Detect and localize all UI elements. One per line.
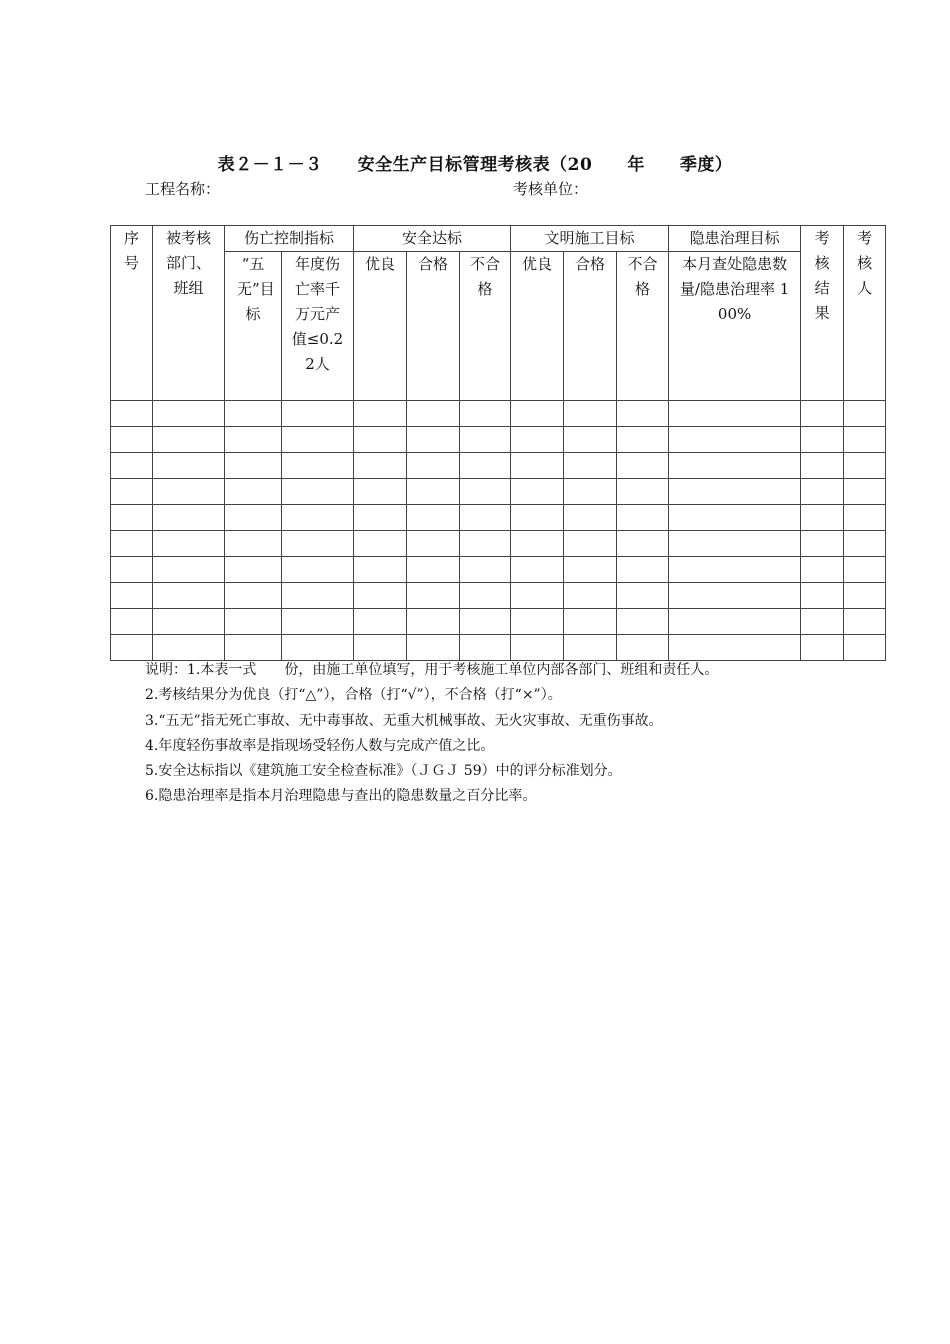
table-cell[interactable] [801,609,844,635]
table-cell[interactable] [111,635,153,661]
table-cell[interactable] [511,583,564,609]
table-row [111,479,886,505]
table-cell[interactable] [354,609,407,635]
table-cell[interactable] [153,583,225,609]
table-cell[interactable] [354,479,407,505]
table-cell[interactable] [669,479,801,505]
table-cell[interactable] [460,453,511,479]
table-cell[interactable] [564,609,617,635]
table-cell[interactable] [354,401,407,427]
table-cell[interactable] [225,453,282,479]
table-cell[interactable] [282,609,354,635]
table-cell[interactable] [460,635,511,661]
table-row [111,557,886,583]
header-dept: 被考核部门、班组 [153,226,225,401]
table-cell[interactable] [111,557,153,583]
table-cell[interactable] [282,557,354,583]
table-cell[interactable] [669,453,801,479]
header-civil-group: 文明施工目标 [511,226,669,252]
header-injury-rate: 年度伤亡率千万元产值≤0.22人 [282,252,354,401]
table-cell[interactable] [407,557,460,583]
table-cell[interactable] [282,479,354,505]
table-cell[interactable] [564,479,617,505]
table-cell[interactable] [354,427,407,453]
table-cell[interactable] [111,479,153,505]
table-cell[interactable] [111,427,153,453]
table-cell[interactable] [511,401,564,427]
table-cell[interactable] [407,531,460,557]
table-cell[interactable] [111,401,153,427]
table-cell[interactable] [282,635,354,661]
table-cell[interactable] [801,583,844,609]
header-civil-good: 优良 [511,252,564,401]
table-cell[interactable] [511,557,564,583]
table-cell[interactable] [564,401,617,427]
table-cell[interactable] [564,557,617,583]
note-line: 6.隐患治理率是指本月治理隐患与查出的隐患数量之百分比率。 [145,788,537,805]
header-safety-good: 优良 [354,252,407,401]
note-line: 说明：1.本表一式 份，由施工单位填写，用于考核施工单位内部各部门、班组和责任人。 [145,662,719,678]
table-cell[interactable] [407,583,460,609]
table-cell[interactable] [354,531,407,557]
table-cell[interactable] [617,635,669,661]
table-cell[interactable] [153,505,225,531]
table-cell[interactable] [564,453,617,479]
table-cell[interactable] [225,505,282,531]
table-cell[interactable] [801,557,844,583]
table-cell[interactable] [511,635,564,661]
table-cell[interactable] [354,635,407,661]
table-cell[interactable] [844,505,886,531]
table-cell[interactable] [153,609,225,635]
table-cell[interactable] [407,427,460,453]
table-cell[interactable] [511,531,564,557]
table-cell[interactable] [153,401,225,427]
table-cell[interactable] [354,583,407,609]
header-assessor: 考核人 [844,226,886,401]
table-cell[interactable] [282,531,354,557]
table-cell[interactable] [511,609,564,635]
table-cell[interactable] [564,427,617,453]
table-cell[interactable] [844,453,886,479]
assessment-table [110,225,886,661]
table-cell[interactable] [511,505,564,531]
table-row [111,635,886,661]
table-cell[interactable] [460,401,511,427]
table-cell[interactable] [407,635,460,661]
table-cell[interactable] [460,531,511,557]
table-cell[interactable] [225,583,282,609]
table-cell[interactable] [354,557,407,583]
table-cell[interactable] [225,401,282,427]
table-cell[interactable] [844,401,886,427]
table-cell[interactable] [844,557,886,583]
table-cell[interactable] [111,609,153,635]
table-cell[interactable] [282,583,354,609]
note-line: 4.年度轻伤事故率是指现场受轻伤人数与完成产值之比。 [145,737,495,754]
header-row-2 [111,252,886,401]
table-cell[interactable] [669,531,801,557]
table-cell[interactable] [225,479,282,505]
table-cell[interactable] [801,427,844,453]
table-cell[interactable] [225,427,282,453]
table-cell[interactable] [282,427,354,453]
table-cell[interactable] [153,531,225,557]
table-cell[interactable] [511,427,564,453]
notes-section [145,658,718,810]
table-cell[interactable] [282,401,354,427]
table-cell[interactable] [669,609,801,635]
table-cell[interactable] [564,505,617,531]
document-title: 表２－１－３ 安全生产目标管理考核表（20 年 季度） [217,155,733,175]
table-cell[interactable] [617,427,669,453]
table-cell[interactable] [669,583,801,609]
table-cell[interactable] [153,453,225,479]
table-cell[interactable] [407,505,460,531]
table-row [111,401,886,427]
header-result: 考核结果 [801,226,844,401]
table-cell[interactable] [844,635,886,661]
table-cell[interactable] [354,453,407,479]
note-line: 3.“五无”指无死亡事故、无中毒事故、无重大机械事故、无火灾事故、无重伤事故。 [145,712,663,729]
table-cell[interactable] [617,505,669,531]
table-cell[interactable] [844,479,886,505]
table-cell[interactable] [844,531,886,557]
table-cell[interactable] [617,609,669,635]
table-cell[interactable] [669,505,801,531]
table-cell[interactable] [801,505,844,531]
table-cell[interactable] [511,453,564,479]
table-cell[interactable] [564,583,617,609]
table-cell[interactable] [801,531,844,557]
table-cell[interactable] [669,401,801,427]
table-cell[interactable] [407,479,460,505]
header-safety-fail: 不合格 [460,252,511,401]
table-cell[interactable] [153,479,225,505]
table-cell[interactable] [844,427,886,453]
table-cell[interactable] [225,635,282,661]
table-cell[interactable] [111,453,153,479]
table-cell[interactable] [460,505,511,531]
table-cell[interactable] [617,401,669,427]
header-row-1 [111,226,886,252]
header-casualty-group: 伤亡控制指标 [225,226,354,252]
table-cell[interactable] [669,427,801,453]
header-hazard-desc: 本月查处隐患数量/隐患治理率 100% [669,252,801,401]
table-cell[interactable] [460,427,511,453]
note-line: 5.安全达标指以《建筑施工安全检查标准》（ＪＧＪ 59）中的评分标准划分。 [145,763,622,780]
table-cell[interactable] [407,401,460,427]
table-row [111,453,886,479]
header-seq: 序号 [111,226,153,401]
table-cell[interactable] [564,635,617,661]
table-cell[interactable] [617,583,669,609]
table-cell[interactable] [153,557,225,583]
table-cell[interactable] [617,453,669,479]
table-cell[interactable] [111,531,153,557]
table-cell[interactable] [460,557,511,583]
table-cell[interactable] [225,531,282,557]
table-cell[interactable] [564,531,617,557]
table-cell[interactable] [153,635,225,661]
table-cell[interactable] [407,453,460,479]
table-cell[interactable] [354,505,407,531]
table-cell[interactable] [844,609,886,635]
table-cell[interactable] [460,609,511,635]
table-cell[interactable] [617,531,669,557]
table-cell[interactable] [111,505,153,531]
table-cell[interactable] [801,479,844,505]
table-cell[interactable] [669,557,801,583]
table-row [111,427,886,453]
header-hazard-group: 隐患治理目标 [669,226,801,252]
header-safety-pass: 合格 [407,252,460,401]
project-name-label: 工程名称： [145,180,221,198]
table-cell[interactable] [801,401,844,427]
table-cell[interactable] [225,609,282,635]
table-cell[interactable] [460,583,511,609]
header-five-no: “五无”目标 [225,252,282,401]
table-cell[interactable] [617,557,669,583]
table-cell[interactable] [111,583,153,609]
table-cell[interactable] [844,583,886,609]
table-cell[interactable] [801,635,844,661]
table-cell[interactable] [801,453,844,479]
table-cell[interactable] [511,479,564,505]
table-row [111,505,886,531]
table-cell[interactable] [225,557,282,583]
table-cell[interactable] [460,479,511,505]
table-cell[interactable] [153,427,225,453]
note-line: 2.考核结果分为优良（打“△”），合格（打“√”），不合格（打“×”）。 [145,687,562,704]
table-cell[interactable] [282,453,354,479]
table-row [111,531,886,557]
table-row [111,583,886,609]
assessment-unit-label: 考核单位： [513,180,589,198]
table-cell[interactable] [617,479,669,505]
header-civil-pass: 合格 [564,252,617,401]
header-safety-group: 安全达标 [354,226,511,252]
header-civil-fail: 不合格 [617,252,669,401]
table-cell[interactable] [282,505,354,531]
table-cell[interactable] [669,635,801,661]
table-cell[interactable] [407,609,460,635]
table-row [111,609,886,635]
